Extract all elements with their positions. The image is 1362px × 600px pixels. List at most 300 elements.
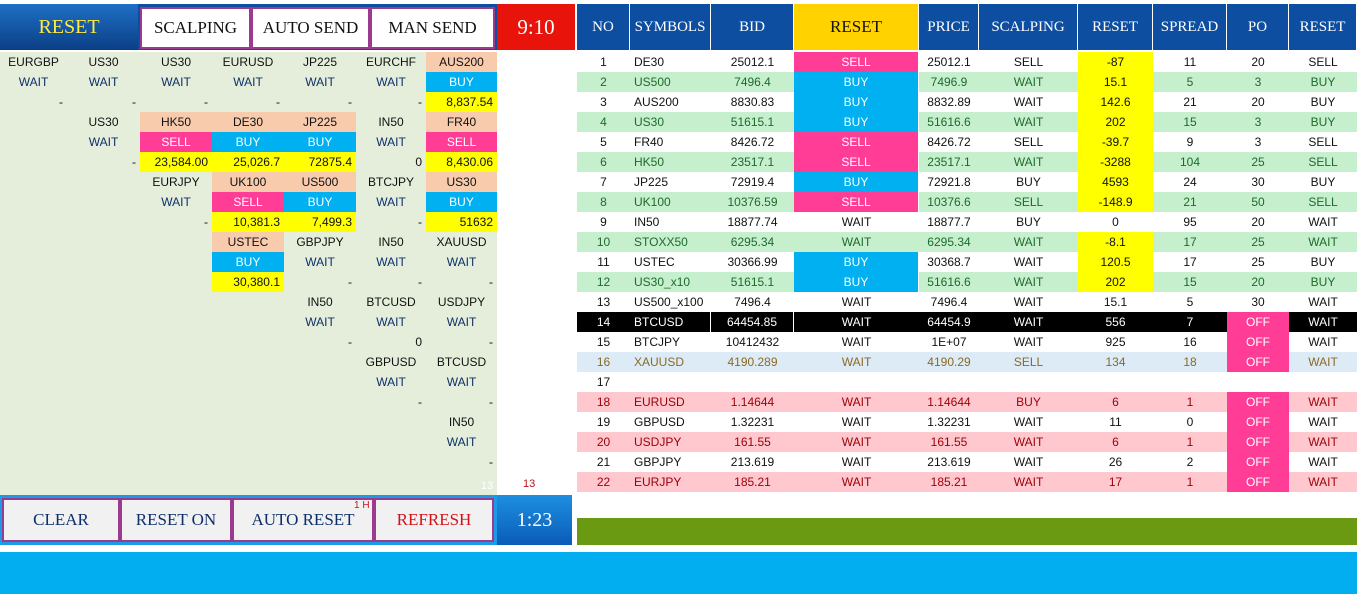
cell-po: 25 — [1227, 152, 1289, 172]
cell-po: 3 — [1227, 132, 1289, 152]
cell-reset-3 — [1289, 372, 1357, 392]
table-row[interactable] — [577, 432, 1357, 452]
cell-price: 7496.4 — [919, 292, 979, 312]
cell-reset-3: WAIT — [1289, 452, 1357, 472]
auto-reset-button[interactable]: AUTO RESET — [232, 498, 374, 542]
cell-bid: 64454.85 — [711, 312, 794, 332]
cell-reset[interactable]: SELL — [794, 152, 919, 172]
cell-reset-3: SELL — [1289, 132, 1357, 152]
cell-reset-3: WAIT — [1289, 292, 1357, 312]
cell-reset[interactable]: WAIT — [794, 232, 919, 252]
cell-price: 25012.1 — [919, 52, 979, 72]
cell-reset-3: WAIT — [1289, 472, 1357, 492]
cell-reset-2: 26 — [1078, 452, 1153, 472]
cell-reset-2: 17 — [1078, 472, 1153, 492]
cell-price: 10376.6 — [919, 192, 979, 212]
signal-grid-panel — [0, 52, 497, 496]
cell-scalping: WAIT — [979, 72, 1078, 92]
cell-no: 4 — [577, 112, 630, 132]
grid-signal: SELL — [426, 132, 497, 152]
cell-spread — [1153, 372, 1227, 392]
grid-value: - — [489, 275, 493, 289]
grid-value: 72875.4 — [284, 152, 356, 172]
table-row[interactable] — [577, 372, 1357, 392]
grid-symbol: IN50 — [307, 295, 333, 309]
cell-bid — [711, 372, 794, 392]
cell-bid: 6295.34 — [711, 232, 794, 252]
cell-reset-2: 120.5 — [1078, 252, 1153, 272]
cell-po: 25 — [1227, 232, 1289, 252]
cell-po: 20 — [1227, 52, 1289, 72]
cell-bid: 1.14644 — [711, 392, 794, 412]
grid-symbol: BTCJPY — [367, 175, 414, 189]
cell-reset-3: SELL — [1289, 152, 1357, 172]
col-header-scalping: SCALPING — [979, 4, 1078, 50]
cell-symbols: US500_x100 — [630, 292, 711, 312]
cell-scalping: WAIT — [979, 332, 1078, 352]
auto-send-button[interactable]: AUTO SEND — [251, 7, 370, 49]
cell-no: 1 — [577, 52, 630, 72]
cell-po: OFF — [1227, 472, 1289, 492]
cell-reset-2: 6 — [1078, 432, 1153, 452]
grid-signal: WAIT — [88, 135, 119, 149]
cell-price: 18877.7 — [919, 212, 979, 232]
grid-value: 0 — [415, 335, 422, 349]
grid-signal: BUY — [284, 192, 356, 212]
cell-scalping: BUY — [979, 212, 1078, 232]
grid-signal: WAIT — [376, 375, 406, 389]
cell-no: 13 — [577, 292, 630, 312]
cell-bid: 213.619 — [711, 452, 794, 472]
grid-symbol: USDJPY — [437, 295, 486, 309]
cell-no: 7 — [577, 172, 630, 192]
table-row[interactable] — [577, 72, 1357, 92]
cell-scalping: SELL — [979, 132, 1078, 152]
reset-on-button[interactable]: RESET ON — [120, 498, 232, 542]
cell-reset[interactable]: BUY — [794, 172, 919, 192]
cell-symbols: JP225 — [630, 172, 711, 192]
cell-reset-2: 11 — [1078, 412, 1153, 432]
refresh-button[interactable]: REFRESH — [374, 498, 494, 542]
cell-po — [1227, 372, 1289, 392]
grid-value: - — [418, 95, 422, 109]
grid-symbol: JP225 — [284, 112, 356, 132]
cell-reset-2: 202 — [1078, 272, 1153, 292]
grid-symbol: XAUUSD — [436, 235, 487, 249]
cell-reset-3: WAIT — [1289, 392, 1357, 412]
clear-button[interactable]: CLEAR — [2, 498, 120, 542]
cell-reset[interactable]: SELL — [794, 192, 919, 212]
grid-value: 30,380.1 — [212, 272, 284, 292]
cell-price: 23517.1 — [919, 152, 979, 172]
grid-value: - — [132, 155, 136, 169]
grid-value: - — [418, 275, 422, 289]
cell-bid: 4190.289 — [711, 352, 794, 372]
table-row[interactable] — [577, 452, 1357, 472]
grid-value: 25,026.7 — [212, 152, 284, 172]
cell-no: 17 — [577, 372, 630, 392]
cell-spread: 11 — [1153, 52, 1227, 72]
table-row[interactable] — [577, 192, 1357, 212]
cell-po: 30 — [1227, 172, 1289, 192]
cell-reset-3: BUY — [1289, 92, 1357, 112]
cell-reset-2: 202 — [1078, 112, 1153, 132]
grid-signal: WAIT — [161, 75, 191, 89]
cell-reset[interactable]: WAIT — [794, 212, 919, 232]
grid-signal: BUY — [212, 132, 284, 152]
cell-price: 8832.89 — [919, 92, 979, 112]
cell-symbols: IN50 — [630, 212, 711, 232]
cell-reset[interactable]: WAIT — [794, 312, 919, 332]
cell-symbols: USTEC — [630, 252, 711, 272]
cell-bid: 10376.59 — [711, 192, 794, 212]
reset-button[interactable]: RESET — [0, 4, 138, 50]
grid-signal: WAIT — [305, 75, 335, 89]
auto-reset-interval-tag: 1 H — [354, 500, 370, 511]
cell-price: 30368.7 — [919, 252, 979, 272]
cell-spread: 18 — [1153, 352, 1227, 372]
cell-reset[interactable] — [794, 372, 919, 392]
cell-scalping: SELL — [979, 52, 1078, 72]
grid-value: - — [489, 395, 493, 409]
cell-reset-2: 0 — [1078, 212, 1153, 232]
cell-reset-2: -87 — [1078, 52, 1153, 72]
cell-symbols: DE30 — [630, 52, 711, 72]
cell-scalping: WAIT — [979, 292, 1078, 312]
table-row[interactable] — [577, 212, 1357, 232]
grid-symbol: BTCUSD — [436, 355, 487, 369]
cell-reset-3: BUY — [1289, 272, 1357, 292]
cell-bid: 51615.1 — [711, 272, 794, 292]
cell-symbols: EURUSD — [630, 392, 711, 412]
cell-bid: 7496.4 — [711, 72, 794, 92]
cell-reset-2: 134 — [1078, 352, 1153, 372]
row-count: 13 — [523, 478, 536, 490]
table-row[interactable] — [577, 332, 1357, 352]
cell-price: 7496.9 — [919, 72, 979, 92]
grid-symbol: US30 — [426, 172, 497, 192]
grid-signal: WAIT — [376, 75, 406, 89]
cell-reset-2: 142.6 — [1078, 92, 1153, 112]
cell-spread: 15 — [1153, 272, 1227, 292]
cell-symbols: STOXX50 — [630, 232, 711, 252]
cell-reset-3: BUY — [1289, 172, 1357, 192]
cell-symbols: AUS200 — [630, 92, 711, 112]
cell-bid: 18877.74 — [711, 212, 794, 232]
cell-spread: 1 — [1153, 432, 1227, 452]
grid-signal: BUY — [426, 72, 497, 92]
grid-symbol: EURJPY — [152, 175, 200, 189]
col-header-price: PRICE — [919, 4, 979, 50]
grid-symbol: EURUSD — [222, 55, 274, 69]
cell-reset[interactable]: WAIT — [794, 352, 919, 372]
cell-no: 20 — [577, 432, 630, 452]
cell-no: 5 — [577, 132, 630, 152]
cell-scalping: WAIT — [979, 472, 1078, 492]
cell-symbols: BTCJPY — [630, 332, 711, 352]
cell-scalping: WAIT — [979, 272, 1078, 292]
scalping-button[interactable]: SCALPING — [140, 7, 251, 49]
grid-signal: WAIT — [305, 315, 335, 329]
cell-symbols: UK100 — [630, 192, 711, 212]
grid-value: - — [204, 215, 208, 229]
grid-symbol: EURGBP — [8, 55, 59, 69]
grid-signal: WAIT — [376, 195, 406, 209]
cell-spread: 9 — [1153, 132, 1227, 152]
table-row[interactable] — [577, 152, 1357, 172]
cell-bid: 161.55 — [711, 432, 794, 452]
cell-po: OFF — [1227, 412, 1289, 432]
cell-po: OFF — [1227, 392, 1289, 412]
cell-reset[interactable]: BUY — [794, 112, 919, 132]
cell-bid: 10412432 — [711, 332, 794, 352]
cell-no: 12 — [577, 272, 630, 292]
table-row[interactable] — [577, 392, 1357, 412]
cell-po: 25 — [1227, 252, 1289, 272]
grid-signal: BUY — [426, 192, 497, 212]
table-row[interactable] — [577, 272, 1357, 292]
cell-po: OFF — [1227, 312, 1289, 332]
table-row[interactable] — [577, 172, 1357, 192]
grid-signal: WAIT — [446, 255, 477, 269]
cell-bid: 51615.1 — [711, 112, 794, 132]
grid-value: - — [348, 95, 352, 109]
col-header-reset[interactable]: RESET — [794, 4, 919, 50]
grid-value: - — [204, 95, 208, 109]
grid-value: - — [418, 395, 422, 409]
grid-value: - — [132, 95, 136, 109]
cell-no: 3 — [577, 92, 630, 112]
col-header-reset-3: RESET — [1289, 4, 1357, 50]
grid-value: - — [276, 95, 280, 109]
grid-signal: WAIT — [376, 135, 406, 149]
cell-po: OFF — [1227, 332, 1289, 352]
grid-value: - — [489, 335, 493, 349]
table-row[interactable] — [577, 112, 1357, 132]
cell-bid: 25012.1 — [711, 52, 794, 72]
grid-signal: WAIT — [446, 375, 477, 389]
cell-spread: 0 — [1153, 412, 1227, 432]
table-row[interactable] — [577, 292, 1357, 312]
grid-symbol: US30 — [88, 55, 119, 69]
grid-symbol: FR40 — [426, 112, 497, 132]
cell-scalping: WAIT — [979, 152, 1078, 172]
grid-signal: WAIT — [446, 315, 477, 329]
table-row[interactable] — [577, 252, 1357, 272]
table-row[interactable] — [577, 92, 1357, 112]
cell-bid: 7496.4 — [711, 292, 794, 312]
col-header-po: PO — [1227, 4, 1289, 50]
grid-symbol: US500 — [284, 172, 356, 192]
cell-po: OFF — [1227, 452, 1289, 472]
cell-no: 22 — [577, 472, 630, 492]
cell-po: 20 — [1227, 272, 1289, 292]
grid-signal: WAIT — [18, 75, 49, 89]
cell-po: 20 — [1227, 212, 1289, 232]
grid-value: 8,837.54 — [426, 92, 497, 112]
cell-spread: 16 — [1153, 332, 1227, 352]
grid-signal: WAIT — [376, 255, 406, 269]
cell-symbols: GBPJPY — [630, 452, 711, 472]
cell-spread: 5 — [1153, 292, 1227, 312]
cell-bid: 30366.99 — [711, 252, 794, 272]
cell-reset[interactable]: WAIT — [794, 412, 919, 432]
grid-signal: WAIT — [446, 435, 477, 449]
table-footer-bar — [577, 518, 1357, 545]
cell-reset-2: 15.1 — [1078, 292, 1153, 312]
grid-symbol: GBPJPY — [296, 235, 344, 249]
cell-scalping: WAIT — [979, 432, 1078, 452]
cell-price: 161.55 — [919, 432, 979, 452]
cell-no: 18 — [577, 392, 630, 412]
cell-reset-2: 15.1 — [1078, 72, 1153, 92]
cell-price: 72921.8 — [919, 172, 979, 192]
cell-no: 19 — [577, 412, 630, 432]
cell-spread: 24 — [1153, 172, 1227, 192]
col-header-reset-2: RESET — [1078, 4, 1153, 50]
cell-reset-2: -148.9 — [1078, 192, 1153, 212]
grid-signal: SELL — [140, 132, 212, 152]
man-send-button[interactable]: MAN SEND — [370, 7, 495, 49]
cell-no: 15 — [577, 332, 630, 352]
cell-reset-2: 925 — [1078, 332, 1153, 352]
cell-reset-2: -3288 — [1078, 152, 1153, 172]
cell-symbols — [630, 372, 711, 392]
table-row[interactable] — [577, 472, 1357, 492]
cell-bid: 72919.4 — [711, 172, 794, 192]
table-row[interactable] — [577, 352, 1357, 372]
grid-symbol: IN50 — [378, 235, 404, 249]
cell-reset-3: BUY — [1289, 72, 1357, 92]
cell-reset[interactable]: WAIT — [794, 472, 919, 492]
grid-symbol: IN50 — [378, 115, 404, 129]
cell-symbols: GBPUSD — [630, 412, 711, 432]
grid-signal: WAIT — [376, 315, 406, 329]
grid-value: - — [348, 335, 352, 349]
cell-reset[interactable]: WAIT — [794, 332, 919, 352]
cell-symbols: HK50 — [630, 152, 711, 172]
cell-reset[interactable]: WAIT — [794, 432, 919, 452]
cell-price: 51616.6 — [919, 112, 979, 132]
cell-reset-3: BUY — [1289, 252, 1357, 272]
grid-signal: BUY — [212, 252, 284, 272]
table-row[interactable] — [577, 412, 1357, 432]
cell-price: 185.21 — [919, 472, 979, 492]
cell-spread: 21 — [1153, 192, 1227, 212]
cell-price: 8426.72 — [919, 132, 979, 152]
row-count-faded: 13 — [481, 480, 494, 492]
cell-symbols: US30_x10 — [630, 272, 711, 292]
cell-po: 50 — [1227, 192, 1289, 212]
cell-reset[interactable]: WAIT — [794, 292, 919, 312]
cell-reset-3: WAIT — [1289, 432, 1357, 452]
cell-reset-3: SELL — [1289, 192, 1357, 212]
grid-signal: SELL — [212, 192, 284, 212]
cell-bid: 8426.72 — [711, 132, 794, 152]
cell-symbols: XAUUSD — [630, 352, 711, 372]
grid-value: 23,584.00 — [140, 152, 212, 172]
grid-symbol: EURCHF — [366, 55, 416, 69]
cell-reset-3: SELL — [1289, 52, 1357, 72]
cell-no: 9 — [577, 212, 630, 232]
cell-scalping — [979, 372, 1078, 392]
cell-scalping: WAIT — [979, 452, 1078, 472]
cell-no: 11 — [577, 252, 630, 272]
cell-symbols: FR40 — [630, 132, 711, 152]
cell-spread: 1 — [1153, 392, 1227, 412]
cell-reset[interactable]: SELL — [794, 132, 919, 152]
cell-price: 64454.9 — [919, 312, 979, 332]
cell-scalping: BUY — [979, 172, 1078, 192]
grid-value: 8,430.06 — [426, 152, 497, 172]
cell-scalping: WAIT — [979, 252, 1078, 272]
grid-symbol: DE30 — [212, 112, 284, 132]
cell-po: OFF — [1227, 432, 1289, 452]
cell-no: 8 — [577, 192, 630, 212]
cell-reset[interactable]: BUY — [794, 252, 919, 272]
cell-price: 4190.29 — [919, 352, 979, 372]
cell-no: 16 — [577, 352, 630, 372]
cell-scalping: WAIT — [979, 232, 1078, 252]
cell-reset-3: WAIT — [1289, 212, 1357, 232]
cell-reset[interactable]: BUY — [794, 272, 919, 292]
table-row[interactable] — [577, 132, 1357, 152]
cell-bid: 8830.83 — [711, 92, 794, 112]
cell-spread: 21 — [1153, 92, 1227, 112]
cell-scalping: WAIT — [979, 112, 1078, 132]
cell-reset[interactable]: WAIT — [794, 452, 919, 472]
cell-reset[interactable]: WAIT — [794, 392, 919, 412]
cell-spread: 95 — [1153, 212, 1227, 232]
cell-reset-2: -8.1 — [1078, 232, 1153, 252]
cell-spread: 7 — [1153, 312, 1227, 332]
cell-reset[interactable]: BUY — [794, 92, 919, 112]
table-row[interactable] — [577, 232, 1357, 252]
cell-symbols: US30 — [630, 112, 711, 132]
grid-signal: WAIT — [88, 75, 119, 89]
grid-symbol: UK100 — [212, 172, 284, 192]
cell-po: 30 — [1227, 292, 1289, 312]
cell-reset-3: BUY — [1289, 112, 1357, 132]
grid-value: - — [418, 215, 422, 229]
cell-spread: 2 — [1153, 452, 1227, 472]
col-header-bid: BID — [711, 4, 794, 50]
cell-symbols: BTCUSD — [630, 312, 711, 332]
cell-reset-2: 4593 — [1078, 172, 1153, 192]
grid-symbol: JP225 — [302, 55, 338, 69]
cell-po: OFF — [1227, 352, 1289, 372]
cell-po: 3 — [1227, 112, 1289, 132]
cell-no: 21 — [577, 452, 630, 472]
grid-signal: WAIT — [233, 75, 263, 89]
grid-value: 51632 — [426, 212, 497, 232]
cell-reset[interactable]: BUY — [794, 72, 919, 92]
cell-scalping: SELL — [979, 352, 1078, 372]
cell-price: 6295.34 — [919, 232, 979, 252]
grid-symbol: USTEC — [212, 232, 284, 252]
grid-symbol: IN50 — [448, 415, 475, 429]
cell-reset[interactable]: SELL — [794, 52, 919, 72]
cell-price: 51616.6 — [919, 272, 979, 292]
cell-reset-3: WAIT — [1289, 412, 1357, 432]
cell-scalping: WAIT — [979, 412, 1078, 432]
table-row[interactable] — [577, 312, 1357, 332]
grid-value: - — [348, 275, 352, 289]
grid-value: - — [59, 95, 63, 109]
table-row[interactable] — [577, 52, 1357, 72]
grid-value: 7,499.3 — [284, 212, 356, 232]
cell-spread: 15 — [1153, 112, 1227, 132]
